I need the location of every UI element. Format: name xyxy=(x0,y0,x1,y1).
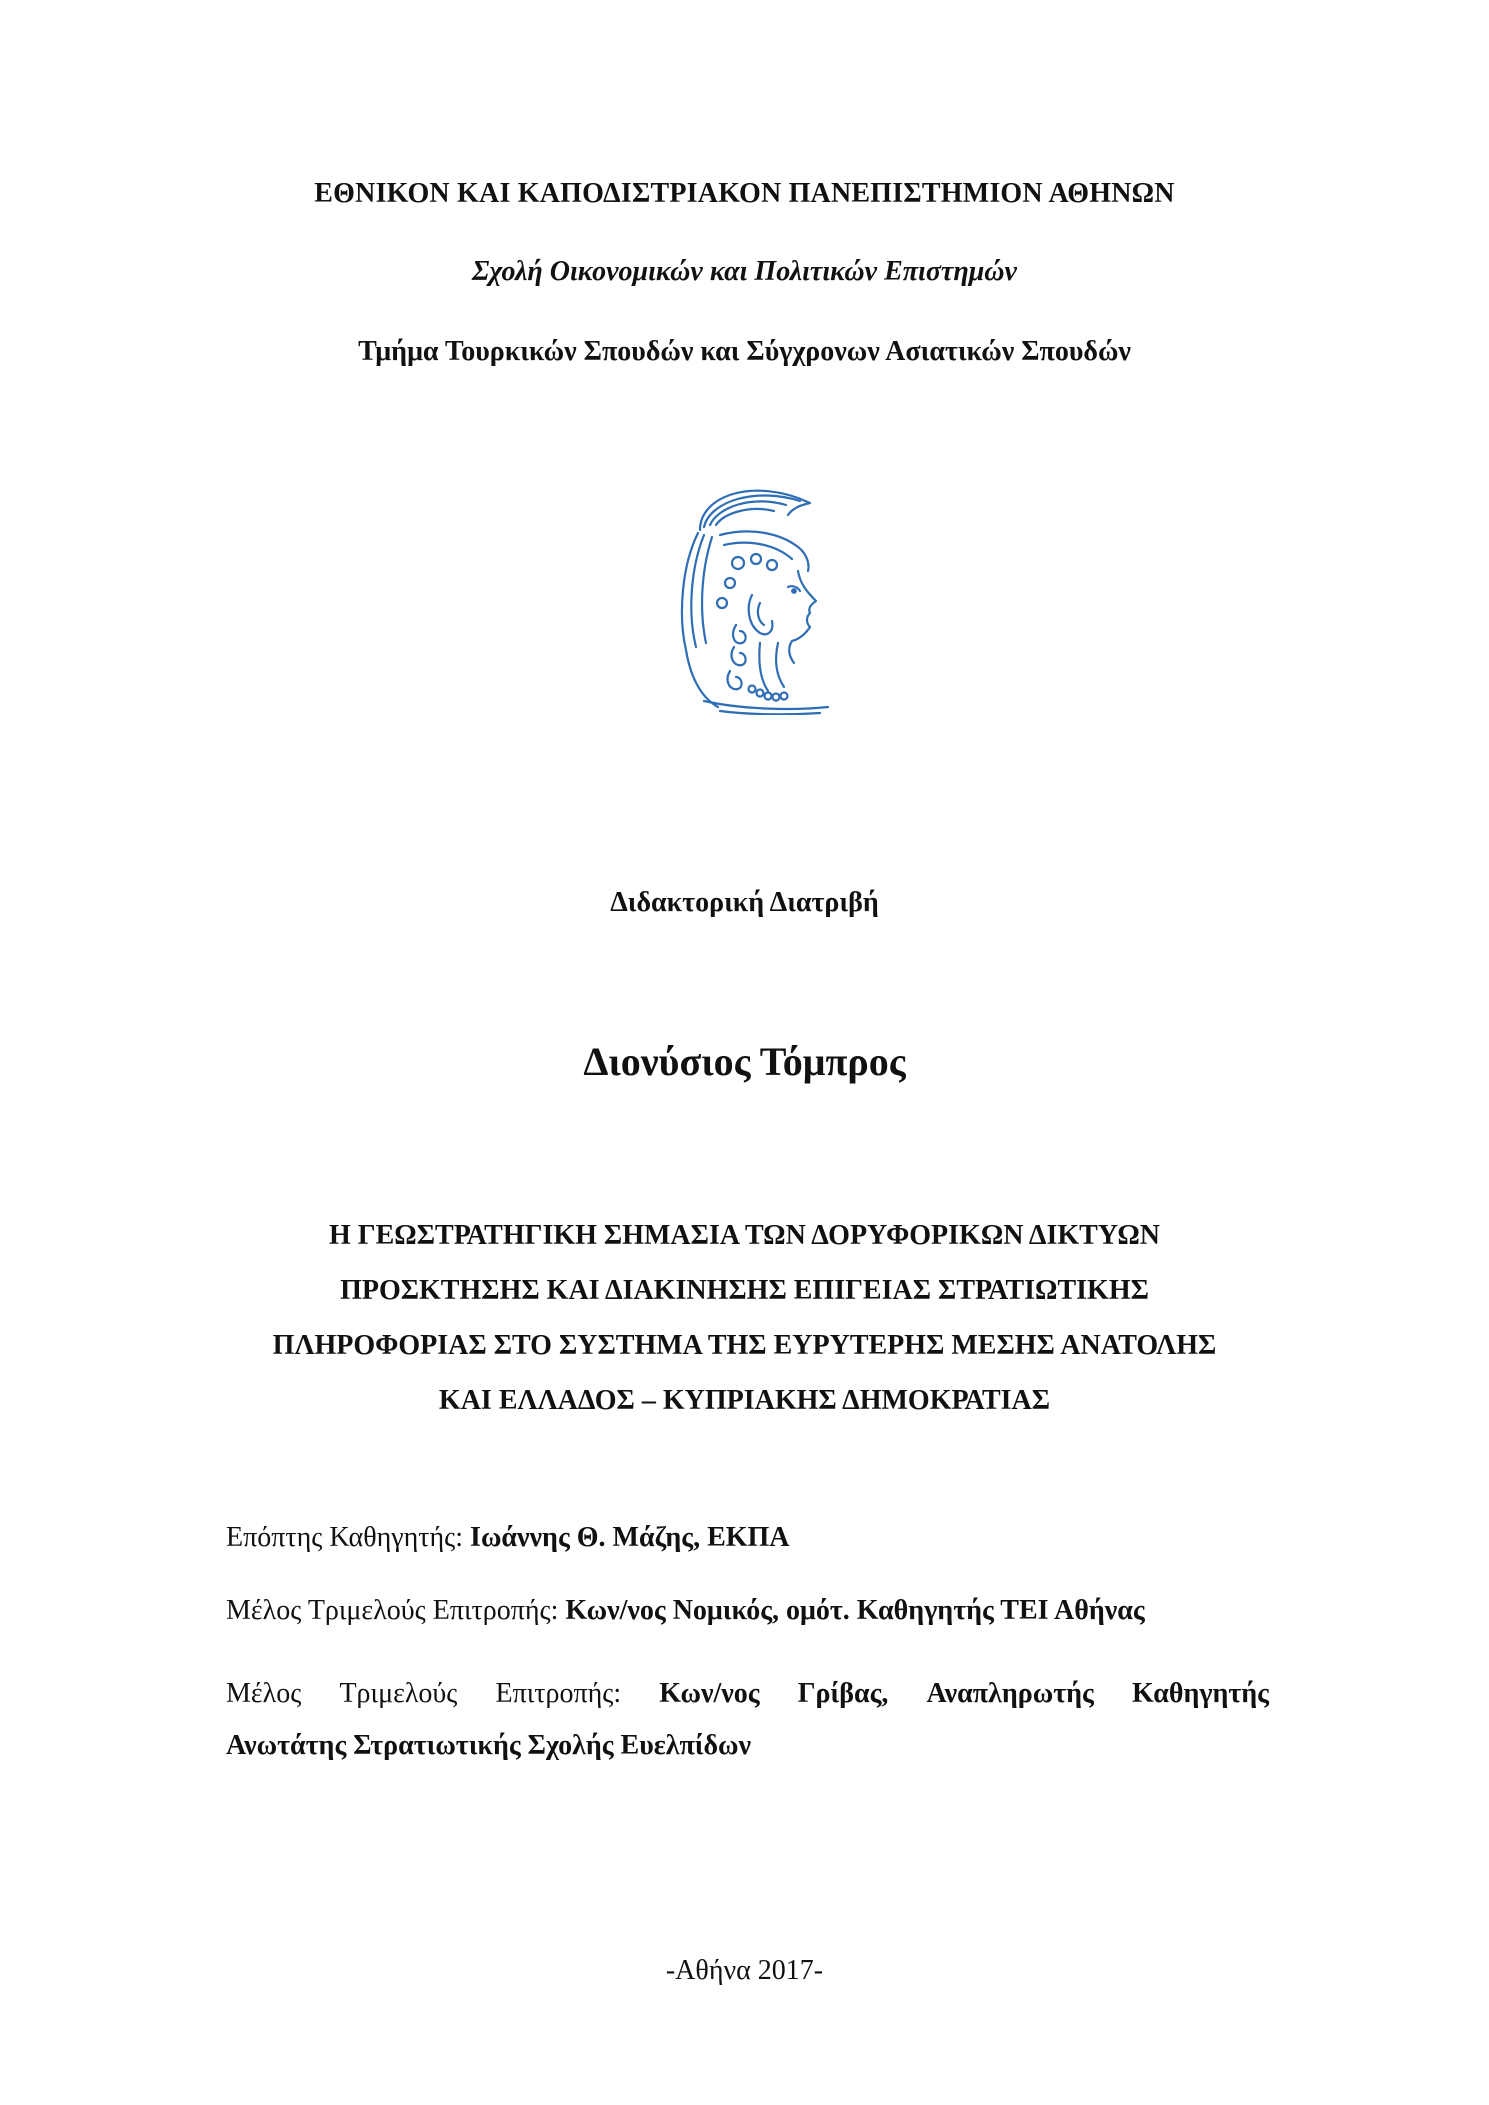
committee-member-name-word: Καθηγητής xyxy=(1131,1678,1269,1709)
committee-member-label-word: Τριμελούς xyxy=(339,1678,458,1709)
committee-member-row xyxy=(226,1595,1269,1627)
committee-member-name-word: Κων/νος xyxy=(659,1678,760,1709)
committee-member-name-word: Γρίβας, xyxy=(797,1678,889,1709)
athena-head-emblem-icon xyxy=(660,475,840,715)
supervisor-row xyxy=(226,1522,1269,1554)
committee-member-affiliation: Ανωτάτης Στρατιωτικής Σχολής Ευελπίδων xyxy=(226,1730,752,1761)
thesis-title-line: ΚΑΙ ΕΛΛΑΔΟΣ – ΚΥΠΡΙΑΚΗΣ ΔΗΜΟΚΡΑΤΙΑΣ xyxy=(438,1385,1051,1416)
committee-member-line xyxy=(226,1668,1269,1720)
university-name: ΕΘΝΙΚΟΝ ΚΑΙ ΚΑΠΟΔΙΣΤΡΙΑΚΟΝ ΠΑΝΕΠΙΣΤΗΜΙΟΝ ΑΘΗΝΩΝ xyxy=(314,178,1175,209)
thesis-title-line: ΠΛΗΡΟΦΟΡΙΑΣ ΣΤΟ ΣΥΣΤΗΜΑ ΤΗΣ ΕΥΡΥΤΕΡΗΣ ΜΕΣΗΣ ΑΝΑΤΟΛΗΣ xyxy=(272,1330,1217,1361)
committee-member-name: Κων/νος Νομικός, ομότ. Καθηγητής ΤΕΙ Αθήνας xyxy=(565,1595,1145,1626)
committee-member-name-word: Αναπληρωτής xyxy=(926,1678,1094,1709)
committee-member-label-word: Μέλος xyxy=(226,1678,302,1709)
school-name: Σχολή Οικονομικών και Πολιτικών Επιστημών xyxy=(472,256,1017,287)
committee-member-label: Μέλος Τριμελούς Επιτροπής: xyxy=(226,1595,559,1626)
department-name: Τμήμα Τουρκικών Σπουδών και Σύγχρονων Ασιατικών Σπουδών xyxy=(358,336,1131,367)
thesis-title-line: Η ΓΕΩΣΤΡΑΤΗΓΙΚΗ ΣΗΜΑΣΙΑ ΤΩΝ ΔΟΡΥΦΟΡΙΚΩΝ ΔΙΚΤΥΩΝ xyxy=(329,1220,1160,1251)
thesis-title-line: ΠΡΟΣΚΤΗΣΗΣ ΚΑΙ ΔΙΑΚΙΝΗΣΗΣ ΕΠΙΓΕΙΑΣ ΣΤΡΑΤΙΩΤΙΚΗΣ xyxy=(340,1275,1149,1306)
place-and-date: -Αθήνα 2017- xyxy=(665,1955,824,1986)
document-type: Διδακτορική Διατριβή xyxy=(610,887,879,918)
supervisor-label: Επόπτης Καθηγητής: xyxy=(226,1522,464,1553)
thesis-title xyxy=(0,1208,1489,1428)
author-name: Διονύσιος Τόμπρος xyxy=(583,1039,906,1084)
committee-member-label-word: Επιτροπής: xyxy=(495,1678,622,1709)
supervisor-name: Ιωάννης Θ. Μάζης, ΕΚΠΑ xyxy=(470,1522,790,1553)
committee-member-row xyxy=(226,1668,1269,1772)
